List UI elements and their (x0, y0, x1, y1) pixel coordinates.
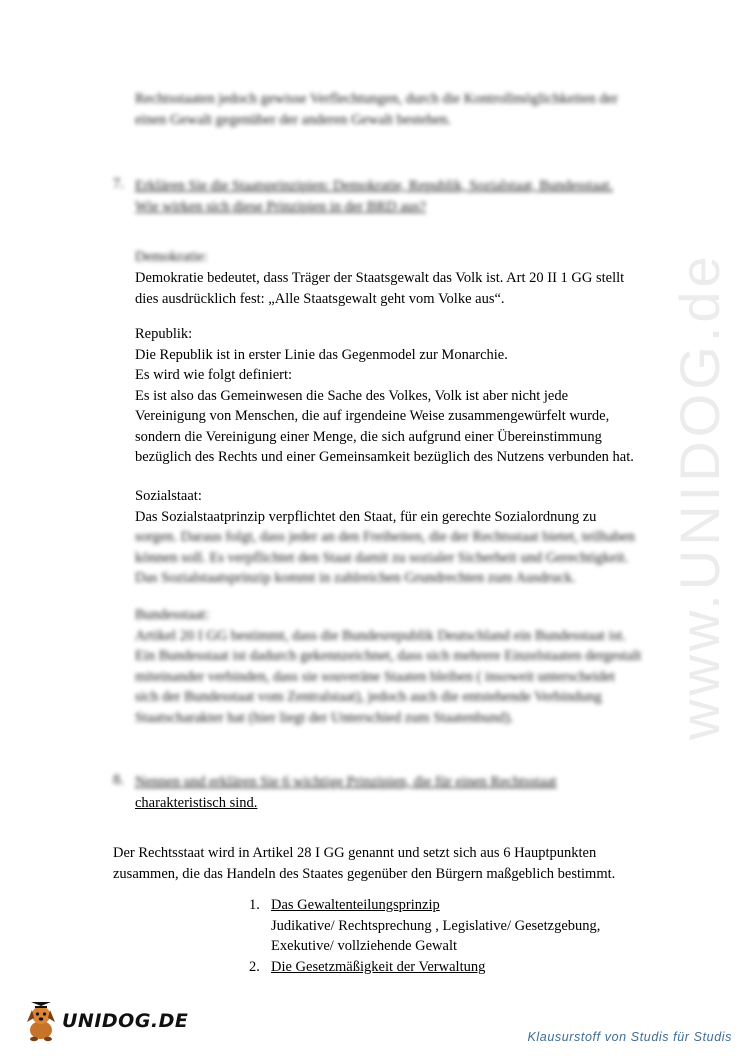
paragraph-line: sich der Bundesstaat vom Zentralstaat), jedoch auch die entstehende Verbindung (135, 689, 602, 705)
question-line: Nennen und erklären Sie 6 wichtige Prinzipien, die für einen Rechtsstaat (135, 774, 557, 790)
demokratie-heading: Demokratie: (135, 249, 208, 265)
sozialstaat-heading: Sozialstaat: (135, 488, 202, 504)
paragraph-line: sorgen. Daraus folgt, dass jeder an den Freiheiten, die der Rechtsstaat bietet, teilhaben (135, 529, 635, 545)
republik-heading: Republik: (135, 326, 193, 342)
list-item-title: Das Gewaltenteilungsprinzip (271, 897, 440, 913)
demokratie-paragraph (135, 268, 624, 309)
intro-paragraph (135, 89, 618, 130)
paragraph-line: Es wird wie folgt definiert: (135, 367, 293, 383)
paragraph-line: bezüglich des Rechts und einer Gemeinsamkeit bezüglich des Nutzens verbunden hat. (135, 449, 634, 465)
paragraph-line: Staatscharakter hat (hier liegt der Unterschied zum Staatenbund). (135, 709, 514, 726)
list-item-desc: Judikative/ Rechtsprechung , Legislative/ Gesetzgebung, (271, 917, 601, 934)
question-line: Wie wirken sich diese Prinzipien in der BRD aus? (135, 198, 426, 215)
unidog-logo (22, 1000, 188, 1042)
intro-line: einen Gewalt gegenüber der anderen Gewalt bestehen. (135, 111, 452, 128)
paragraph-line: Der Rechtsstaat wird in Artikel 28 I GG genannt und setzt sich aus 6 Hauptpunkten (113, 845, 597, 861)
paragraph-line: Ein Bundesstaat ist dadurch gekennzeichnet, dass sich mehrere Einzelstaaten dergestalt (135, 648, 642, 664)
list-item (271, 895, 600, 957)
list-item (271, 957, 485, 978)
intro-line: Rechtsstaaten jedoch gewisse Verflechtungen, durch die Kontrollmöglichkeiten der (135, 91, 618, 107)
paragraph-line: miteinander verbinden, dass sie souveräne Staaten bleiben ( insoweit unterscheidet (135, 668, 615, 685)
dog-mascot-icon (22, 1000, 60, 1042)
question-7-text (135, 176, 613, 217)
list-item-number: 2. (249, 959, 260, 975)
paragraph-line: Das Sozialstaatprinzip verpflichtet den Staat, für ein gerechte Sozialordnung zu (135, 508, 597, 525)
paragraph-line: können soll. Es verpflichtet den Staat damit zu sozialer Sicherheit und Gerechtigkeit. (135, 549, 629, 566)
footer-tagline: Klausurstoff von Studis für Studis (527, 1030, 732, 1044)
question-8-text (135, 772, 557, 813)
paragraph-line: sondern die Vereinigung einer Menge, die sich aufgrund einer Übereinstimmung (135, 428, 602, 445)
watermark-text: www.UNIDOG.de (668, 252, 731, 740)
sozialstaat-blurred (135, 527, 635, 589)
bundesstaat-section (135, 605, 641, 728)
question-7-number: 7. (113, 176, 124, 192)
republik-section (135, 324, 634, 468)
list-item-title: Die Gesetzmäßigkeit der Verwaltung (271, 959, 486, 975)
paragraph-line: Die Republik ist in erster Linie das Gegenmodel zur Monarchie. (135, 346, 508, 363)
rechtsstaat-paragraph (113, 843, 615, 884)
paragraph-line: Das Sozialstaatsprinzip kommt in zahlreichen Grundrechten zum Ausdruck. (135, 570, 576, 586)
paragraph-line: Artikel 20 I GG bestimmt, dass die Bundesrepublik Deutschland ein Bundesstaat ist. (135, 627, 626, 644)
paragraph-line: Demokratie bedeutet, dass Träger der Staatsgewalt das Volk ist. Art 20 II 1 GG stellt (135, 270, 625, 286)
paragraph-line: Es ist also das Gemeinwesen die Sache des Volkes, Volk ist aber nicht jede (135, 387, 569, 404)
paragraph-line: Vereinigung von Menschen, die auf irgendeine Weise zusammengewürfelt wurde, (135, 408, 610, 424)
question-line: Erklären Sie die Staatsprinzipien: Demokratie, Republik, Sozialstaat, Bundesstaat. (135, 178, 613, 194)
question-8-number: 8. (113, 772, 124, 788)
question-line: charakteristisch sind. (135, 794, 258, 811)
sozialstaat-section (135, 486, 596, 527)
logo-text: UNIDOG.DE (62, 1010, 189, 1032)
paragraph-line: dies ausdrücklich fest: „Alle Staatsgewalt geht vom Volke aus“. (135, 290, 505, 307)
list-item-number: 1. (249, 897, 260, 913)
paragraph-line: zusammen, die das Handeln des Staates gegenüber den Bürgern maßgeblich bestimmt. (113, 865, 616, 882)
bundesstaat-heading: Bundesstaat: (135, 607, 210, 623)
list-item-desc: Exekutive/ vollziehende Gewalt (271, 938, 458, 954)
